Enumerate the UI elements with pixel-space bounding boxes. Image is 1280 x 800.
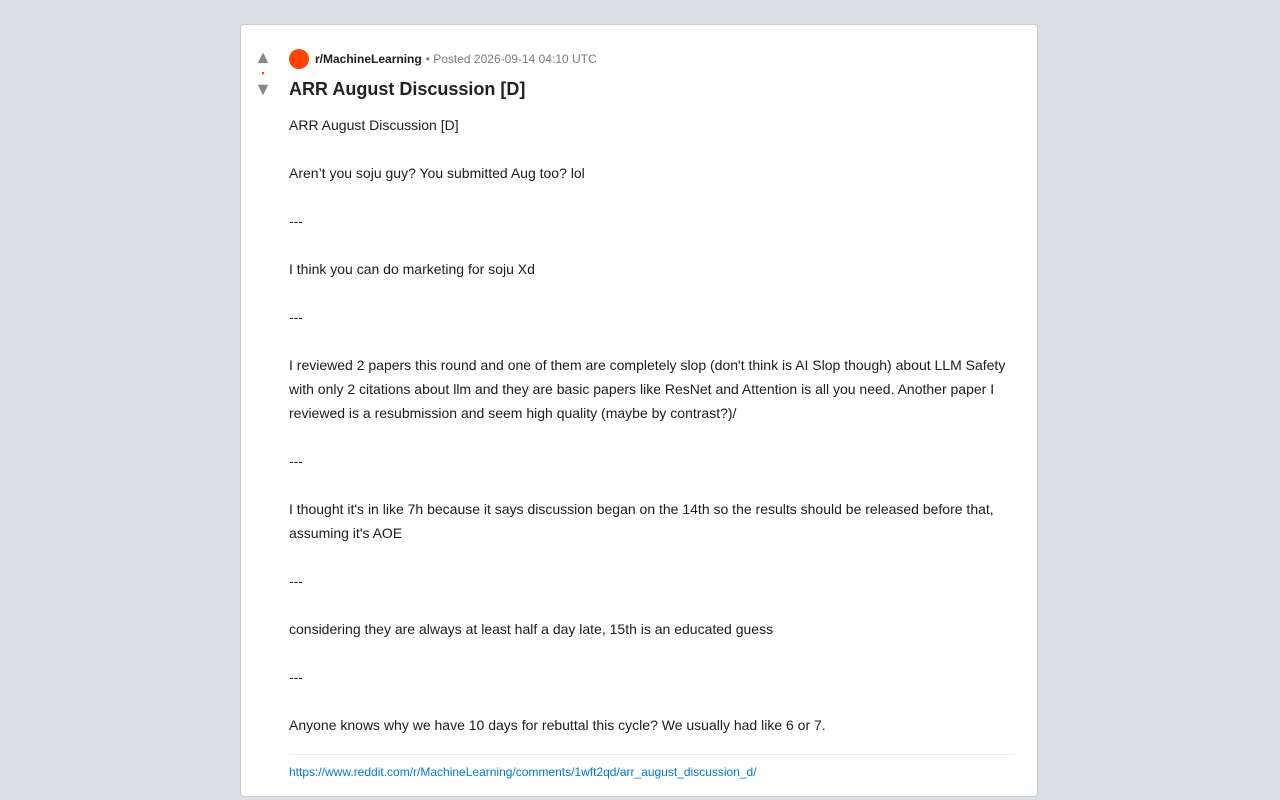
content-divider xyxy=(289,754,1015,755)
body-separator: --- xyxy=(289,213,303,229)
post-title[interactable]: ARR August Discussion [D] xyxy=(289,79,526,99)
body-separator: --- xyxy=(289,453,303,469)
posted-timestamp: • Posted 2026-09-14 04:10 UTC xyxy=(425,52,597,66)
downvote-arrow-icon[interactable]: ▼ xyxy=(254,79,272,99)
body-paragraph: I thought it's in like 7h because it says discussion began on the 14th so the results should be released before that, assuming it's AOE xyxy=(289,501,994,541)
vote-score: • xyxy=(261,68,265,78)
upvote-arrow-icon[interactable]: ▲ xyxy=(254,47,272,67)
body-paragraph: Anyone knows why we have 10 days for rebuttal this cycle? We usually had like 6 or 7. xyxy=(289,717,826,733)
body-separator: --- xyxy=(289,669,303,685)
body-paragraph: considering they are always at least half a day late, 15th is an educated guess xyxy=(289,621,774,637)
subreddit-icon[interactable] xyxy=(289,49,309,69)
post-body xyxy=(289,113,1015,737)
body-separator: --- xyxy=(289,309,303,325)
body-paragraph: I think you can do marketing for soju Xd xyxy=(289,261,535,277)
body-separator: --- xyxy=(289,573,303,589)
body-paragraph: Aren’t you soju guy? You submitted Aug too? lol xyxy=(289,165,585,181)
body-paragraph: I reviewed 2 papers this round and one of them are completely slop (don't think is AI Slop though) about LLM Safety with only 2 citations about llm and they are basic papers like ResNet and Attention is all you need. Another paper I reviewed is a resubmission and seem high quality (maybe by contrast?)/ xyxy=(289,357,1006,421)
subreddit-name[interactable]: r/MachineLearning xyxy=(315,52,422,66)
vote-column xyxy=(241,47,285,99)
post-card xyxy=(240,24,1038,797)
body-paragraph: ARR August Discussion [D] xyxy=(289,117,459,133)
post-content xyxy=(289,49,1015,780)
post-meta xyxy=(289,49,1015,69)
post-permalink[interactable]: https://www.reddit.com/r/MachineLearning/comments/1wft2qd/arr_august_discussion_d/ xyxy=(289,765,757,779)
